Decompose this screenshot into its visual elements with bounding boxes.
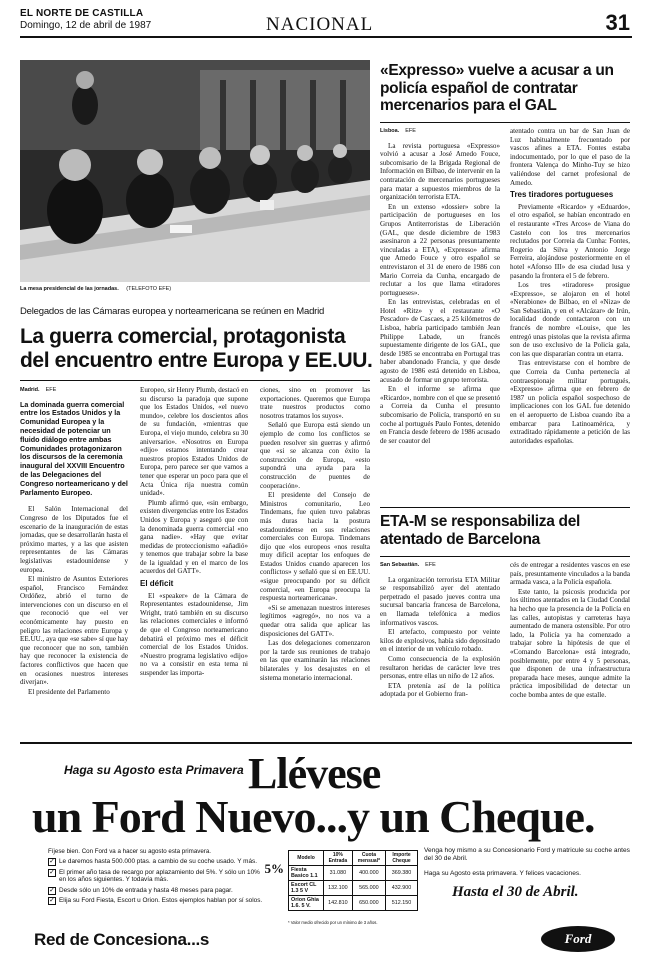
subhead: El déficit [140,579,174,589]
paragraph: Plumb afirmó que, «sin embargo, existen divergencias entre los Estados Unidos y Europa y aseguró que con la denominada guerra comercial «no gana nadie». «Hay que evitar medidas de proteccionismo «añadió» y tenemos que trabajar sobre la base de la igualdad y en el marco de los acuerdos del GATT». [140,498,248,576]
byline-place: Lisboa. [380,128,400,134]
paragraph: El ministro de Asuntos Exteriores español, Francisco Fernández Ordóñez, abrió el turno de intervenciones con un discurso en el que reconoció que «el ver económicamente hay puesto en peligro las relaciones entre Europa y EE.UU., aya que «se sabe» sí que hay que reconocer que no son, también hay que reconocer la existencia de factores conflictivos que hacen que en ocasiones nuestros intereses diverjan». [20,575,128,687]
ad-bullet-text: Elija su Ford Fiesta, Escort u Orion. Estos ejemplos hablan por sí solos. [59,897,263,905]
main-article-column-2 [140,386,248,736]
paragraph: La organización terrorista ETA Militar se responsabilizó ayer del atentado perpetrado el pasado jueves contra una sucursal bancaria francesa de Barcelona, en llamada telefónica a medios informativos vascos. [380,575,500,627]
table-cell: 512.150 [386,896,418,911]
masthead-rule [20,36,632,38]
byline-agency: EFE [425,562,436,568]
byline-place: San Sebastián. [380,562,420,568]
ad-title-line-1: Llévese [248,749,381,798]
table-cell: 142.810 [324,896,353,911]
paragraph: El presidente del Parlamento [28,687,110,696]
byline-agency: EFE [45,387,57,393]
expresso-column-2 [510,127,630,502]
ad-bullet [48,858,284,866]
eta-column-1 [380,561,500,737]
main-article-column-3 [260,386,370,736]
byline [380,561,500,570]
table-cell: 565.000 [352,881,385,896]
photo-credit: (TELEFOTO EFE) [126,286,172,292]
ad-bullet-percent: 5% [264,860,284,876]
photo-illustration [20,60,370,282]
ad-intro: Fíjese bien. Con Ford va a hacer su agosto esta primavera. [48,848,212,855]
table-cell: Fiesta Basico 1.1 [289,866,324,881]
table-header: 10% Entrada [324,851,353,866]
headline-rule [20,380,370,381]
table-row [289,896,418,911]
ad-footer: Red de Concesiona...s [34,930,210,949]
paragraph: La revista portuguesa «Expresso» volvió a acusar a José Amedo Fouce, subcomisario de la Brigada Regional de Información en Bilbao, de intervenir en la contratación de mercenarios portugueses para matar a supuestos miembros de la organización terrorista ETA. [380,141,500,202]
eta-top-rule [380,507,630,508]
ad-call-to-action: Venga hoy mismo a su Concesionario Ford y matricule su coche antes del 30 de Abril. [424,847,630,862]
ad-deadline: Hasta el 30 de Abril. [452,884,579,900]
paragraph: El «speaker» de la Cámara de Representantes estadounidense, Jim Wright, trató también en su discurso las relaciones comerciales e informó de que el Congreso norteamericano debatirá el próximo mes el déficit comercial de los Estados Unidos. «Nuestro programa legislativo «dijo» no va a consistir en esta tema ni suspender las importa- [140,591,248,677]
paragraph: cés de entregar a residentes vascos en ese país, presuntamente vinculados a la banda armada vasca, a la Policía española. [510,561,630,587]
paragraph: En las entrevistas, celebradas en el Hotel «Ritz» y el restaurante «O Pescador» de Cascaes, a 25 kilómetros de Lisboa, habría participado también Jean Philippe Labade, un francés supuestamente dirigente de los GAL, que desde 1985 se encontraba en Portugal tras haber abandonado Francia, y que desde agosto de 1986 está detenido en Lisboa, acusado de formar un grupo terrorista. [380,298,500,384]
paragraph: En el informe se afirma que «Ricardo», nombre con el que se presentó a Correia da Cunha el presunto subcomisario de Policía, transportó en su coche al portugués Paulo Fontes, detenido en Francia desde febrero de 1986 acusado de ser coautor del [380,385,500,445]
ad-table-note: * Valor medio ofrecido por un mínimo de 3 años. [288,920,378,925]
article-kicker: Delegados de las Cámaras europea y norteamericana se reúnen en Madrid [20,306,325,317]
expresso-headline: «Expresso» vuelve a acusar a un policía español de contratar mercenarios para el GAL [380,62,614,114]
paragraph: Este tanto, la psicosis producida por los últimos atentados en la Ciudad Condal ha hecho que la presencia de la Policía en las calles, autopistas y carreteras haya aumentado de manera ostensible. Por otro lado, la Policía ya ha comenzado a trabajar sobre la hipótesis de que el «Comando Barcelona» está integrado, posiblemente, por entre 4 y 5 personas, que disponen de una infraestructura preparada hace meses, aunque admite la práctica imposibilidad de detectar un coche bomba antes de que estalle. [510,587,630,699]
paragraph: ETA pretenía así de la política adoptada por el Gobierno fran- [380,681,500,699]
paragraph: El Salón Internacional del Congreso de los Diputados fue el escenario de la inauguración de estas jornadas, que se desarrollarán hasta el próximo martes, y a las que asisten representantes de las Cámaras legislativas estadounidense y europea. [20,505,128,574]
eta-headline: ETA-M se responsabiliza del atentado de Barcelona [380,513,581,548]
masthead [20,8,632,54]
ford-logo-icon: Ford [541,926,615,952]
paragraph: Como consecuencia de la explosión resultaron heridas de carácter leve tres personas, entre ellas un niño de 12 años. [380,654,500,681]
checkbox-icon: ✓ [49,868,55,876]
ad-bullet-list [48,858,284,908]
eta-rule [380,556,630,557]
checkbox-icon: ✓ [49,886,55,894]
table-cell: 132.100 [324,881,353,896]
ad-bullet [48,897,284,905]
paragraph: El artefacto, compuesto por veinte kilos de explosivos, había sido depositado en el interior de un vehículo robado. [380,628,500,654]
paragraph: El presidente del Consejo de Ministros comunitario, Leo Tindemans, fue quien tuvo palabras más duras hacia la postura estadounidense en sus relaciones comerciales con Europa. Tindemans dijo que «los europeos «nos resulta muy difícil aceptar los enfoques de Estados Unidos cuando aparecen los conflictos» y señaló que si en EE.UU. «sigue preocupando por su déficit comercial, «en Europa preocupa la respuesta norteamericana». [260,491,370,603]
table-cell: 650.000 [352,896,385,911]
news-photo [20,60,370,282]
paragraph: «Si se amenazan nuestros intereses legítimos «agregó», no nos va a quedar otra salida que aplicar las disposiciones del GATT». [260,603,370,638]
table-cell: Orion Ghia 1.6. 5 V. [289,896,324,911]
byline [20,386,128,395]
table-cell: 31.080 [324,866,353,881]
table-cell: 369.380 [386,866,418,881]
photo-caption [20,286,370,292]
paragraph: Previamente «Ricardo» y «Eduardo», el otro español, se habían encontrado en el restaurante «Tres Arcos» de Viana do Castelo con los tres mercenarios reclutados por Correia da Cunha: Fontes, Rogerio da Silva y Antonio Jorge Ferreira, alojándose posteriormente en el hotel «Afonso III» de esa ciudad lusa y pasando la frontera el 5 de febrero. [510,202,630,280]
eta-column-2 [510,561,630,737]
section-title: NACIONAL [266,14,374,35]
ad-kicker: Haga su Agosto esta Primavera [64,763,244,777]
ad-tagline: Haga su Agosto esta primavera. Y felices vacaciones. [424,870,581,877]
ad-bullet-text: Desde sólo un 10% de entrada y hasta 48 meses para pagar. [59,886,233,894]
ad-price-table [288,850,418,911]
paragraph: atentado contra un bar de San Juan de Luz habitualmente frecuentado por vascos afines a ETA. Fontes estaba indocumentado, por lo que el paso de la frontera Valença do Minho-Tuy se hizo valiéndose del carnet profesional de Amedo. [510,127,630,187]
paragraph: Los tres «tiradores» prosigue «Expresso», se alojaron en el hotel «Nerabione» de Bilbao, en el «Niza» de San Sebastián, y en el «Alcázar» de Irún, localidad donde contactaron con un francés de nombre «Louis», que les entregó unas pistolas que la revista afirma son de uso exclusivo de la Policía gala, con las que dispararían contra un etarra. [510,281,630,358]
expresso-column-1 [380,127,500,502]
table-header: Modelo [289,851,324,866]
paragraph: Señaló que Europa está siendo un ejemplo de como los conflictos se pueden resolver sin guerras y afirmó que «si se alcanza con éxito la construcción de Europa, «esto supondrá una ayuda para la construcción de puentes de cooperación». [260,421,370,490]
main-article-column-1 [20,386,128,736]
paragraph: Las dos delegaciones comenzaron por la tarde sus reuniones de trabajo en las que examinarán las relaciones bilaterales y los desajustes en el sistema monetario internacional. [260,639,370,682]
paragraph: ciones, sino en promover las exportaciones. Queremos que Europa trate nuestros productos como nosotros tratamos los suyos». [260,386,370,420]
checkbox-icon: ✓ [49,897,55,905]
table-cell: 400.000 [352,866,385,881]
table-cell: Escort CL 1.3 5 V [289,881,324,896]
table-row [289,881,418,896]
table-header-row [289,851,418,866]
table-cell: 432.900 [386,881,418,896]
ad-bullet [48,887,284,895]
article-lead: La dominada guerra comercial entre los Estados Unidos y la Comunidad Europea y la necesidad de potenciar un fluido diálogo entre ambas Comunidades protagonizaron los discursos de la ceremonia inaugural del XXVIII Encuentro de las Delegaciones del Congreso norteamericano y del Parlamento Europeo. [20,399,128,497]
ad-title-line-2: un Ford Nuevo...y un Cheque. [32,791,595,842]
table-row [289,866,418,881]
issue-date: Domingo, 12 de abril de 1987 [20,20,152,31]
checkbox-icon: ✓ [49,858,55,865]
table-header: Importe Cheque [386,851,418,866]
expresso-rule [380,122,630,123]
ad-bullet-text: El primer año tasa de recargo por aplazamiento del 5%. Y sólo un 10% en los años siguientes. Y todavía más. [59,868,260,884]
table-header: Cuota mensual* [352,851,385,866]
page-number: 31 [605,10,630,35]
paragraph: Europeo, sir Henry Plumb, destacó en su discurso la paradoja que supone que los Estados Unidos, «el nuevo mundo», celebre los doscientos años de su fundación, «mientras que Europa, el viejo mundo, celebra su 30 aniversario». «Nosotros en Europa «dijo» estamos intentando crear nuestros propios Estados Unidos de Europa, pero parece ser que vamos a tener que esperar un poco para que el Acta Única rija nuestra común unidad». [140,386,248,498]
paragraph: En un extenso «dossier» sobre la participación de portugueses en los Grupos Antiterroristas de Liberación (GAL, que desde diciembre de 1983 asesinaron a 22 personas presuntamente vinculadas a ETA), «Expresso» afirma que Amedo Fouce y otro español se entrevistaron el 31 de enero de 1986 con Mario Correia da Cunha, encargado de reclutar a los que llama «tiradores portugueses». [380,202,500,297]
ad-bullet-text: Le daremos hasta 500.000 ptas. a cambio de su coche usado. Y más. [59,858,258,865]
main-headline: La guerra comercial, protagonista del encuentro entre Europa y EE.UU. [20,325,373,372]
byline-agency: EFE [405,128,416,134]
byline [380,127,500,136]
subhead: Tres tiradores portugueses [510,190,614,200]
byline-place: Madrid. [20,387,40,393]
photo-caption-text: La mesa presidencial de las jornadas. [20,286,119,292]
paper-name: EL NORTE DE CASTILLA [20,8,144,19]
paragraph: Tras entrevistarse con el hombre de que Correia da Cunha pertenecía al contraespionaje militar portugués, «Expresso» afirma que en febrero de 1987 un policía español sospechoso de implicaciones con los GAL fue detenido en el aeropuerto de Lisboa cuando iba a embarcar para Latinoamérica, y extraditado rápidamente a petición de las autoridades españolas. [510,359,630,445]
